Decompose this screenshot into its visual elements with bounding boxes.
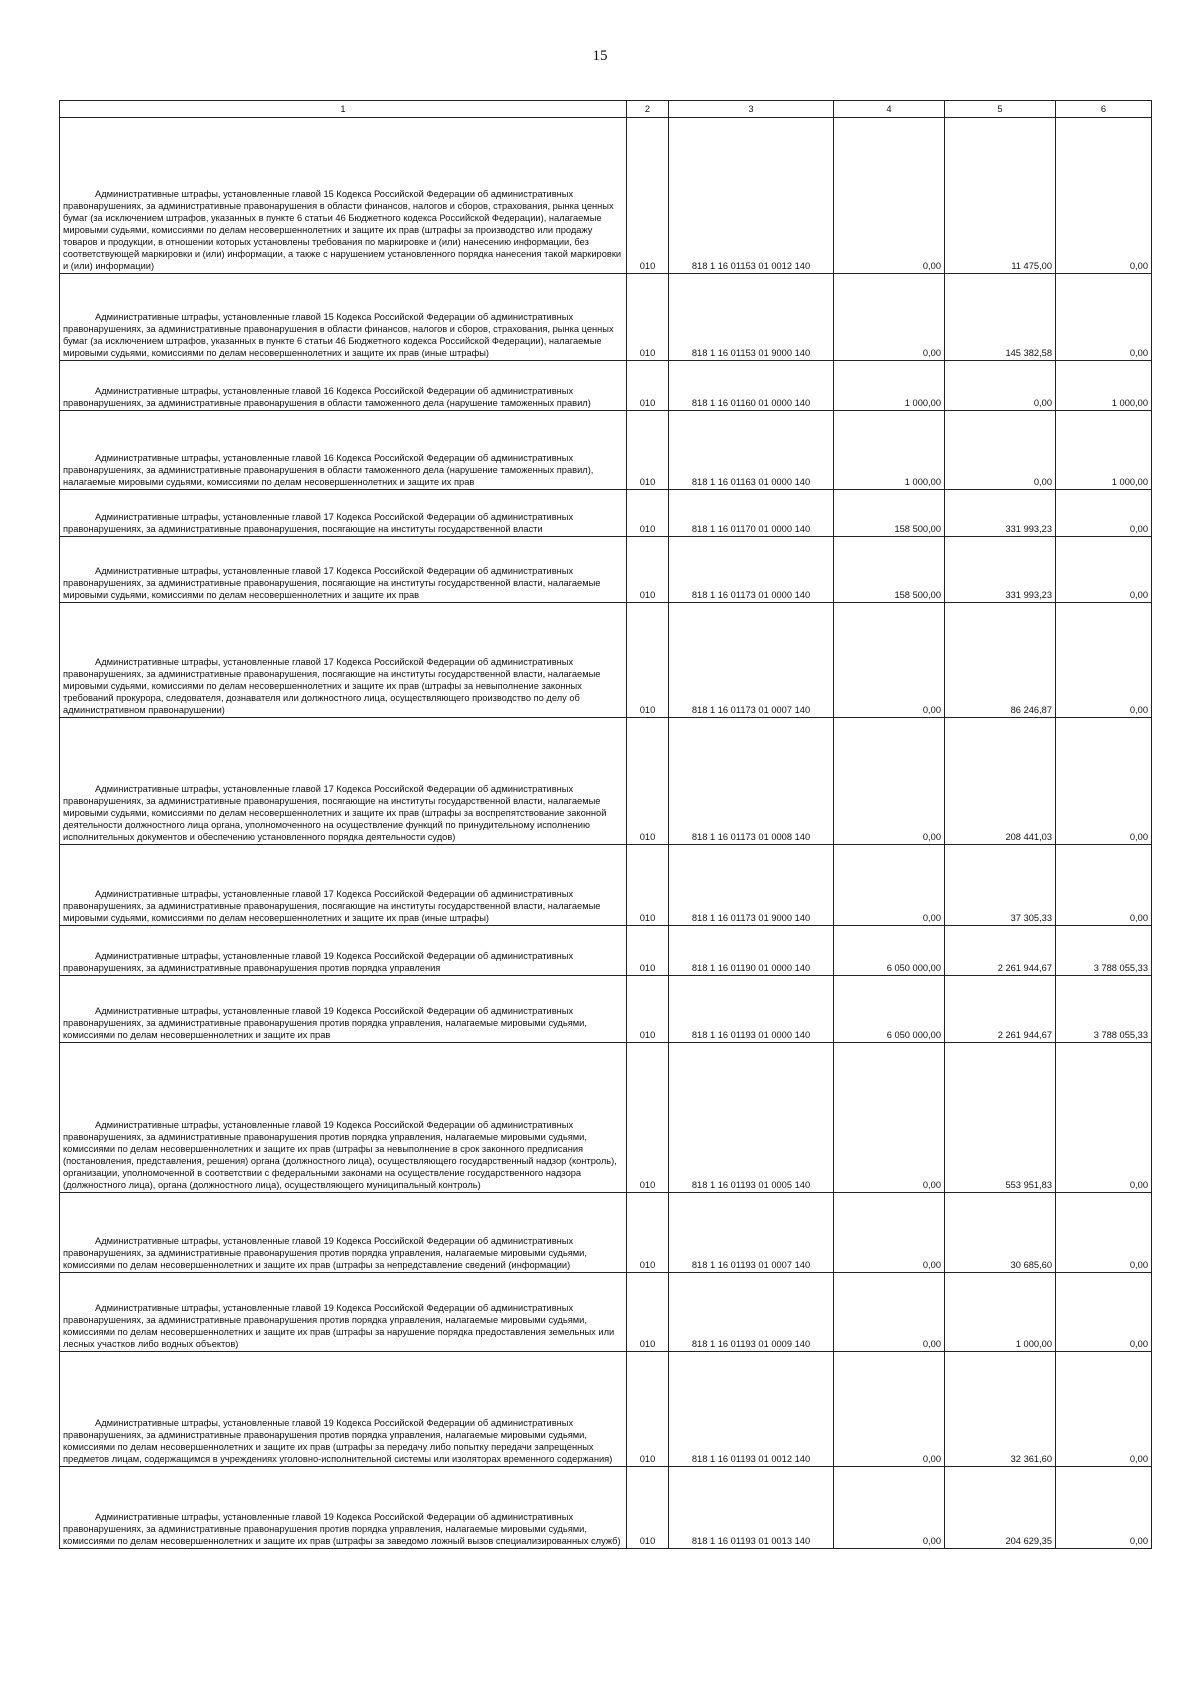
row-budget-code: 818 1 16 01173 01 0000 140 [669, 537, 834, 603]
row-value-6: 0,00 [1056, 1467, 1152, 1549]
row-value-5: 1 000,00 [945, 1273, 1056, 1352]
row-value-5: 145 382,58 [945, 274, 1056, 361]
row-value-5: 11 475,00 [945, 118, 1056, 274]
table-row [60, 118, 1152, 274]
row-value-6: 0,00 [1056, 718, 1152, 845]
row-value-5: 0,00 [945, 411, 1056, 490]
row-value-6: 0,00 [1056, 118, 1152, 274]
row-value-5: 2 261 944,67 [945, 926, 1056, 976]
table-row [60, 718, 1152, 845]
row-description: Административные штрафы, установленные главой 16 Кодекса Российской Федерации об административных правонарушениях, за административные правонарушения в области таможенного дела (нарушение таможенных правил) [60, 361, 627, 411]
row-value-4: 0,00 [834, 274, 945, 361]
row-value-5: 37 305,33 [945, 845, 1056, 926]
row-line-code: 010 [627, 1352, 669, 1467]
row-value-4: 0,00 [834, 1467, 945, 1549]
row-value-5: 553 951,83 [945, 1043, 1056, 1193]
column-header-5: 5 [945, 101, 1056, 118]
row-line-code: 010 [627, 1467, 669, 1549]
column-header-1: 1 [60, 101, 627, 118]
row-description: Административные штрафы, установленные главой 19 Кодекса Российской Федерации об административных правонарушениях, за административные правонарушения против порядка управления, налагаемые мировыми судьями, комиссиями по делам несовершеннолетних и защите их прав [60, 976, 627, 1043]
row-value-6: 0,00 [1056, 1273, 1152, 1352]
table-row [60, 926, 1152, 976]
row-description: Административные штрафы, установленные главой 17 Кодекса Российской Федерации об административных правонарушениях, за административные правонарушения, посягающие на институты государственной власти, налагаемые мировыми судьями, комиссиями по делам несовершеннолетних и защите их прав (штрафы за невыполнение законных требований прокурора, следователя, дознавателя или должностного лица, осуществляющего производство по делу об административном правонарушении) [60, 603, 627, 718]
row-budget-code: 818 1 16 01193 01 0000 140 [669, 976, 834, 1043]
row-budget-code: 818 1 16 01173 01 0007 140 [669, 603, 834, 718]
row-budget-code: 818 1 16 01193 01 0009 140 [669, 1273, 834, 1352]
row-value-5: 32 361,60 [945, 1352, 1056, 1467]
row-description: Административные штрафы, установленные главой 19 Кодекса Российской Федерации об административных правонарушениях, за административные правонарушения против порядка управления, налагаемые мировыми судьями, комиссиями по делам несовершеннолетних и защите их прав (штрафы за невыполнение в срок законного предписания (постановления, представления, решения) органа (должностного лица), осуществляющего государственный надзор (контроль), организации, уполномоченной в соответствии с федеральными законами на осуществление государственного надзора (должностного лица), органа (должностного лица), осуществляющего муниципальный контроль) [60, 1043, 627, 1193]
row-value-5: 208 441,03 [945, 718, 1056, 845]
table-row [60, 845, 1152, 926]
row-line-code: 010 [627, 1043, 669, 1193]
row-value-6: 0,00 [1056, 1352, 1152, 1467]
row-value-4: 0,00 [834, 1273, 945, 1352]
revenue-table [59, 100, 1152, 1549]
row-budget-code: 818 1 16 01173 01 9000 140 [669, 845, 834, 926]
row-value-6: 1 000,00 [1056, 361, 1152, 411]
row-value-4: 6 050 000,00 [834, 926, 945, 976]
row-line-code: 010 [627, 411, 669, 490]
row-description: Административные штрафы, установленные главой 19 Кодекса Российской Федерации об административных правонарушениях, за административные правонарушения против порядка управления, налагаемые мировыми судьями, комиссиями по делам несовершеннолетних и защите их прав (штрафы за передачу либо попытку передачи запрещенных предметов лицам, содержащимся в учреждениях уголовно-исполнительной системы или изоляторах временного содержания) [60, 1352, 627, 1467]
row-description: Административные штрафы, установленные главой 17 Кодекса Российской Федерации об административных правонарушениях, за административные правонарушения, посягающие на институты государственной власти, налагаемые мировыми судьями, комиссиями по делам несовершеннолетних и защите их прав (иные штрафы) [60, 845, 627, 926]
row-line-code: 010 [627, 537, 669, 603]
table-row [60, 1273, 1152, 1352]
row-budget-code: 818 1 16 01193 01 0005 140 [669, 1043, 834, 1193]
row-value-6: 0,00 [1056, 845, 1152, 926]
column-header-2: 2 [627, 101, 669, 118]
row-description: Административные штрафы, установленные главой 17 Кодекса Российской Федерации об административных правонарушениях, за административные правонарушения, посягающие на институты государственной власти, налагаемые мировыми судьями, комиссиями по делам несовершеннолетних и защите их прав [60, 537, 627, 603]
row-budget-code: 818 1 16 01170 01 0000 140 [669, 490, 834, 537]
row-value-5: 2 261 944,67 [945, 976, 1056, 1043]
row-value-4: 158 500,00 [834, 490, 945, 537]
row-description: Административные штрафы, установленные главой 16 Кодекса Российской Федерации об административных правонарушениях, за административные правонарушения в области таможенного дела (нарушение таможенных правил), налагаемые мировыми судьями, комиссиями по делам несовершеннолетних и защите их прав [60, 411, 627, 490]
column-number-row [60, 101, 1152, 118]
column-header-4: 4 [834, 101, 945, 118]
column-header-3: 3 [669, 101, 834, 118]
row-line-code: 010 [627, 926, 669, 976]
row-value-6: 0,00 [1056, 1043, 1152, 1193]
row-description: Административные штрафы, установленные главой 19 Кодекса Российской Федерации об административных правонарушениях, за административные правонарушения против порядка управления, налагаемые мировыми судьями, комиссиями по делам несовершеннолетних и защите их прав (штрафы за непредставление сведений (информации) [60, 1193, 627, 1273]
row-budget-code: 818 1 16 01160 01 0000 140 [669, 361, 834, 411]
row-line-code: 010 [627, 1193, 669, 1273]
table-row [60, 274, 1152, 361]
row-description: Административные штрафы, установленные главой 17 Кодекса Российской Федерации об административных правонарушениях, за административные правонарушения, посягающие на институты государственной власти [60, 490, 627, 537]
row-budget-code: 818 1 16 01190 01 0000 140 [669, 926, 834, 976]
row-value-5: 331 993,23 [945, 537, 1056, 603]
row-value-4: 0,00 [834, 603, 945, 718]
row-value-6: 0,00 [1056, 1193, 1152, 1273]
row-budget-code: 818 1 16 01193 01 0007 140 [669, 1193, 834, 1273]
row-budget-code: 818 1 16 01173 01 0008 140 [669, 718, 834, 845]
table-row [60, 1467, 1152, 1549]
row-value-6: 0,00 [1056, 274, 1152, 361]
table-row [60, 1352, 1152, 1467]
row-line-code: 010 [627, 845, 669, 926]
row-line-code: 010 [627, 976, 669, 1043]
row-value-5: 86 246,87 [945, 603, 1056, 718]
row-value-5: 204 629,35 [945, 1467, 1056, 1549]
row-value-4: 158 500,00 [834, 537, 945, 603]
row-value-4: 0,00 [834, 718, 945, 845]
row-line-code: 010 [627, 118, 669, 274]
table-row [60, 976, 1152, 1043]
row-value-5: 0,00 [945, 361, 1056, 411]
row-value-6: 0,00 [1056, 603, 1152, 718]
row-line-code: 010 [627, 718, 669, 845]
table-row [60, 411, 1152, 490]
table-row [60, 1043, 1152, 1193]
row-value-4: 0,00 [834, 118, 945, 274]
row-value-6: 3 788 055,33 [1056, 926, 1152, 976]
row-value-4: 6 050 000,00 [834, 976, 945, 1043]
table-row [60, 361, 1152, 411]
row-description: Административные штрафы, установленные главой 19 Кодекса Российской Федерации об административных правонарушениях, за административные правонарушения против порядка управления, налагаемые мировыми судьями, комиссиями по делам несовершеннолетних и защите их прав (штрафы за заведомо ложный вызов специализированных служб) [60, 1467, 627, 1549]
row-budget-code: 818 1 16 01193 01 0012 140 [669, 1352, 834, 1467]
row-budget-code: 818 1 16 01153 01 0012 140 [669, 118, 834, 274]
row-budget-code: 818 1 16 01163 01 0000 140 [669, 411, 834, 490]
table-row [60, 1193, 1152, 1273]
row-description: Административные штрафы, установленные главой 19 Кодекса Российской Федерации об административных правонарушениях, за административные правонарушения против порядка управления, налагаемые мировыми судьями, комиссиями по делам несовершеннолетних и защите их прав (штрафы за нарушение порядка предоставления земельных или лесных участков либо водных объектов) [60, 1273, 627, 1352]
row-value-4: 0,00 [834, 845, 945, 926]
row-budget-code: 818 1 16 01193 01 0013 140 [669, 1467, 834, 1549]
row-line-code: 010 [627, 1273, 669, 1352]
row-value-4: 1 000,00 [834, 361, 945, 411]
row-value-4: 0,00 [834, 1193, 945, 1273]
row-value-5: 331 993,23 [945, 490, 1056, 537]
row-line-code: 010 [627, 490, 669, 537]
row-value-4: 0,00 [834, 1352, 945, 1467]
row-value-6: 1 000,00 [1056, 411, 1152, 490]
row-description: Административные штрафы, установленные главой 17 Кодекса Российской Федерации об административных правонарушениях, за административные правонарушения, посягающие на институты государственной власти, налагаемые мировыми судьями, комиссиями по делам несовершеннолетних и защите их прав (штрафы за воспрепятствование законной деятельности должностного лица органа, уполномоченного на осуществление функций по принудительному исполнению исполнительных документов и обеспечению установленного порядка деятельности судов) [60, 718, 627, 845]
table-row [60, 603, 1152, 718]
row-value-5: 30 685,60 [945, 1193, 1056, 1273]
row-budget-code: 818 1 16 01153 01 9000 140 [669, 274, 834, 361]
row-value-6: 0,00 [1056, 537, 1152, 603]
row-line-code: 010 [627, 603, 669, 718]
row-description: Административные штрафы, установленные главой 15 Кодекса Российской Федерации об административных правонарушениях, за административные правонарушения в области финансов, налогов и сборов, страхования, рынка ценных бумаг (за исключением штрафов, указанных в пункте 6 статьи 46 Бюджетного кодекса Российской Федерации), налагаемые мировыми судьями, комиссиями по делам несовершеннолетних и защите их прав (иные штрафы) [60, 274, 627, 361]
row-value-6: 0,00 [1056, 490, 1152, 537]
row-line-code: 010 [627, 274, 669, 361]
row-line-code: 010 [627, 361, 669, 411]
column-header-6: 6 [1056, 101, 1152, 118]
table-row [60, 490, 1152, 537]
row-value-6: 3 788 055,33 [1056, 976, 1152, 1043]
row-description: Административные штрафы, установленные главой 19 Кодекса Российской Федерации об административных правонарушениях, за административные правонарушения против порядка управления [60, 926, 627, 976]
table-row [60, 537, 1152, 603]
row-description: Административные штрафы, установленные главой 15 Кодекса Российской Федерации об административных правонарушениях, за административные правонарушения в области финансов, налогов и сборов, страхования, рынка ценных бумаг (за исключением штрафов, указанных в пункте 6 статьи 46 Бюджетного кодекса Российской Федерации), налагаемые мировыми судьями, комиссиями по делам несовершеннолетних и защите их прав (штрафы за производство или продажу товаров и продукции, в отношении которых установлены требования по маркировке и (или) нанесению информации, без соответствующей маркировки и (или) информации, а также с нарушением установленного порядка нанесения такой маркировки и (или) информации) [60, 118, 627, 274]
page-number: 15 [592, 48, 608, 64]
row-value-4: 1 000,00 [834, 411, 945, 490]
row-value-4: 0,00 [834, 1043, 945, 1193]
